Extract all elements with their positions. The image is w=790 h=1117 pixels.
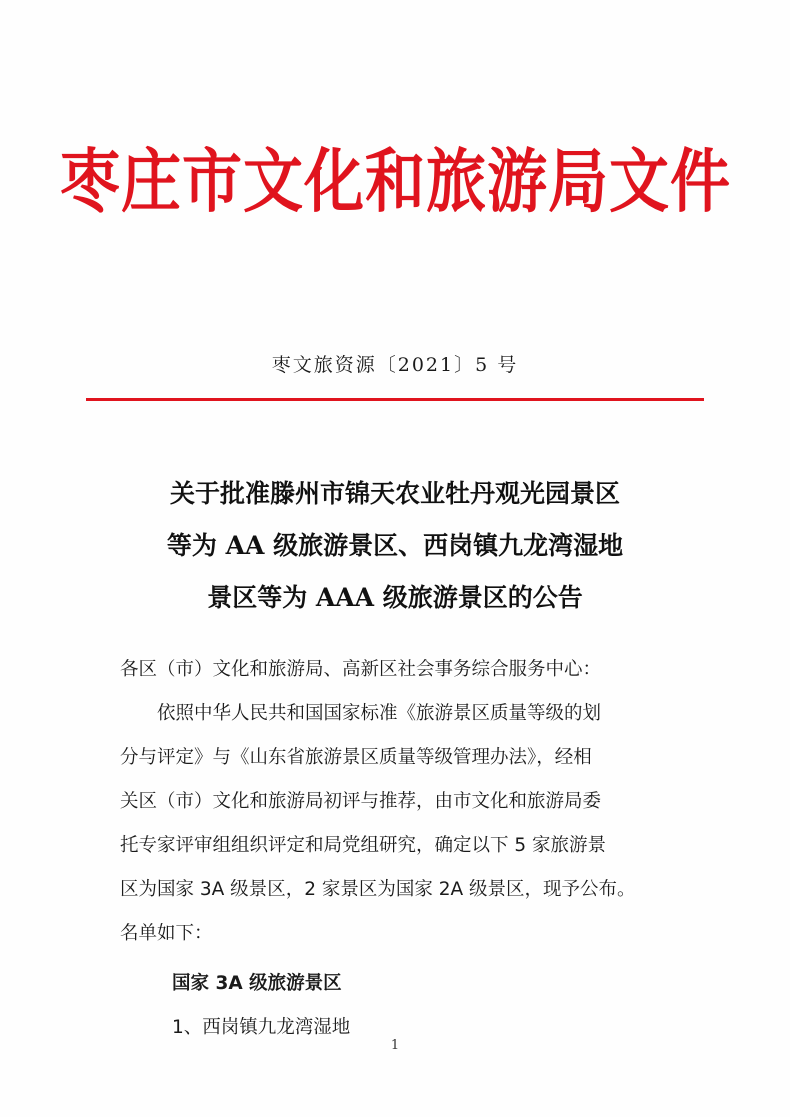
title-line-2: 等为 AA 级旅游景区、西岗镇九龙湾湿地 [166, 531, 624, 560]
paragraph-line-2: 分与评定》与《山东省旅游景区质量等级管理办法》，经相 [120, 747, 592, 768]
masthead-title: 枣庄市文化和旅游局文件 [60, 141, 731, 223]
paragraph-line-3: 关区（市）文化和旅游局初评与推荐，由市文化和旅游局委 [120, 791, 602, 812]
paragraph-line-4: 托专家评审组组织评定和局党组研究，确定以下 5 家旅游景 [120, 835, 607, 856]
section-heading: 国家 3A 级旅游景区 [172, 973, 342, 994]
page-number: 1 [390, 1038, 400, 1053]
red-separator-line [86, 398, 704, 401]
title-line-1: 关于批准滕州市锦天农业牡丹观光园景区 [169, 479, 620, 508]
salutation: 各区（市）文化和旅游局、高新区社会事务综合服务中心： [120, 659, 602, 680]
document-number: 枣文旅资源〔2021〕5 号 [271, 354, 519, 376]
paragraph-line-5: 区为国家 3A 级景区，2 家景区为国家 2A 级景区，现予公布。 [120, 879, 636, 900]
paragraph-line-1: 依照中华人民共和国国家标准《旅游景区质量等级的划 [157, 703, 602, 724]
title-line-3: 景区等为 AAA 级旅游景区的公告 [207, 583, 583, 612]
announcement-body [120, 648, 680, 1050]
list-item: 1、西岗镇九龙湾湿地 [172, 1017, 351, 1038]
announcement-title [70, 468, 720, 624]
paragraph-line-6: 名单如下： [120, 923, 213, 944]
